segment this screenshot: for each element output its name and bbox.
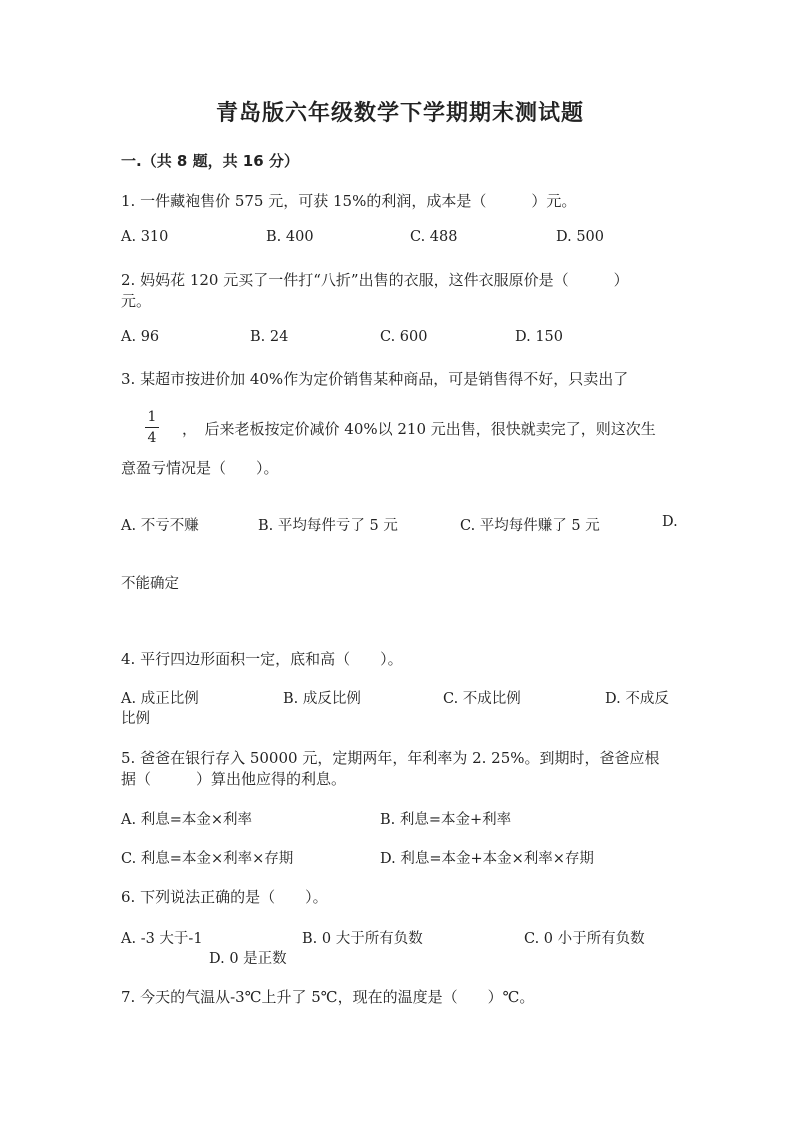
section-heading: 一.（共 8 题，共 16 分）: [121, 152, 299, 170]
question-3-line-3: 意盈亏情况是（ ）。: [121, 459, 279, 477]
question-4-option-d-continued: 比例: [121, 711, 150, 727]
question-1-option-b: B. 400: [266, 229, 314, 245]
question-7-text: 7. 今天的气温从-3℃上升了 5℃，现在的温度是（ ）℃。: [121, 988, 535, 1006]
question-6-text: 6. 下列说法正确的是（ ）。: [121, 888, 328, 906]
question-2-option-d: D. 150: [515, 329, 564, 345]
fraction-one-quarter: [145, 410, 159, 445]
question-6-option-b: B. 0 大于所有负数: [302, 931, 423, 947]
question-4-option-a: A. 成正比例: [121, 691, 199, 707]
question-4-text: 4. 平行四边形面积一定，底和高（ ）。: [121, 650, 403, 668]
question-3-option-a: A. 不亏不赚: [121, 518, 199, 534]
question-5-option-c: C. 利息=本金×利率×存期: [121, 851, 294, 867]
question-4-option-d: D. 不成反: [605, 691, 669, 707]
question-1-text: 1. 一件藏袍售价 575 元，可获 15%的利润，成本是（ ）元。: [121, 192, 577, 210]
question-3-option-c: C. 平均每件赚了 5 元: [460, 518, 600, 534]
page-title: 青岛版六年级数学下学期期末测试题: [215, 101, 584, 126]
fraction-denominator: 4: [147, 430, 157, 446]
question-3-option-d-continued: 不能确定: [121, 576, 179, 592]
question-1-option-c: C. 488: [410, 229, 458, 245]
question-4-option-b: B. 成反比例: [283, 691, 361, 707]
question-1-option-a: A. 310: [121, 229, 169, 245]
question-6-option-c: C. 0 小于所有负数: [524, 931, 645, 947]
question-3-line-1: 3. 某超市按进价加 40%作为定价销售某种商品，可是销售得不好，只卖出了: [121, 370, 629, 388]
question-2-option-c: C. 600: [380, 329, 428, 345]
fraction-bar: [145, 427, 159, 428]
question-3-option-d: D.: [662, 514, 678, 530]
question-2-option-a: A. 96: [121, 329, 160, 345]
question-5-line-1: 5. 爸爸在银行存入 50000 元，定期两年，年利率为 2. 25%。到期时，爸爸应根: [121, 749, 660, 767]
fraction-numerator: 1: [147, 409, 157, 425]
question-6-option-a: A. -3 大于-1: [121, 931, 203, 947]
question-5-option-d: D. 利息=本金+本金×利率×存期: [380, 851, 594, 867]
question-3-line-2: ， 后来老板按定价减价 40%以 210 元出售，很快就卖完了，则这次生: [182, 420, 656, 438]
question-2-line-2: 元。: [121, 292, 152, 310]
question-5-line-2: 据（ ）算出他应得的利息。: [121, 770, 347, 788]
question-5-option-b: B. 利息=本金+利率: [380, 812, 512, 828]
question-2-line-1: 2. 妈妈花 120 元买了一件打“八折”出售的衣服，这件衣服原价是（ ）: [121, 271, 629, 289]
question-6-option-d: D. 0 是正数: [209, 951, 287, 967]
question-3-option-b: B. 平均每件亏了 5 元: [258, 518, 398, 534]
question-5-option-a: A. 利息=本金×利率: [121, 812, 252, 828]
question-2-option-b: B. 24: [250, 329, 289, 345]
question-1-option-d: D. 500: [556, 229, 605, 245]
question-4-option-c: C. 不成比例: [443, 691, 521, 707]
